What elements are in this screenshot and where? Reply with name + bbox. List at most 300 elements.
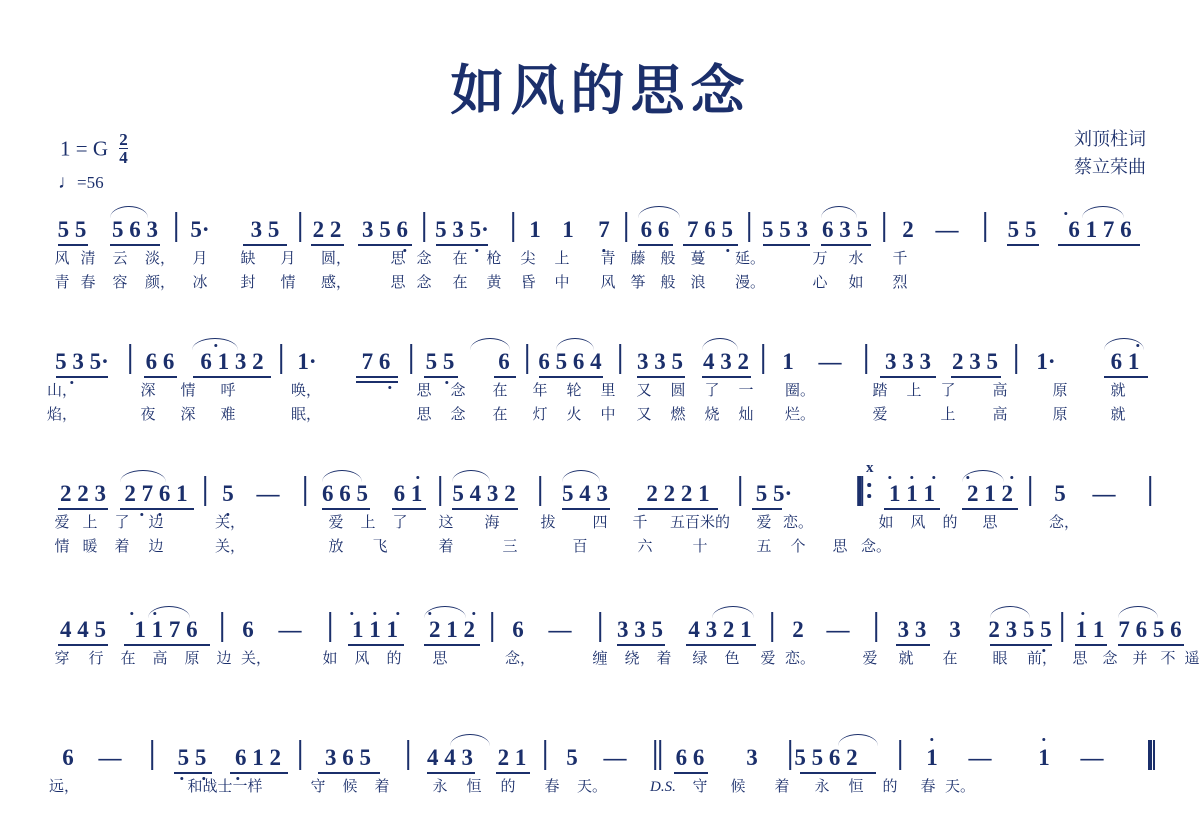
beam [763, 244, 810, 246]
beam [120, 508, 194, 510]
lyric: 边 [148, 537, 164, 555]
lyric: 藤 [630, 249, 646, 267]
lyric: 燃 [670, 405, 686, 423]
barline [883, 212, 885, 242]
lyric: 爱 [872, 405, 888, 423]
beam [193, 376, 271, 378]
music-system-4 [0, 608, 1201, 672]
music-system-5 [0, 736, 1201, 800]
lyric: 如 [848, 273, 864, 291]
beam [58, 508, 108, 510]
lyric: 恒 [466, 777, 482, 795]
time-signature [119, 131, 128, 166]
barline [491, 612, 493, 642]
final-barline [1148, 740, 1152, 770]
lyric: 着 [374, 777, 390, 795]
lyric: 的 [386, 649, 402, 667]
barline [407, 740, 409, 770]
lyric: 爱 [54, 513, 70, 531]
lyric: 如 [322, 649, 338, 667]
lyric: 月 [280, 249, 296, 267]
note: 2 2 3 [60, 481, 106, 506]
barline [304, 476, 306, 506]
lyric: 爱 [862, 649, 878, 667]
lyric: 轮 [566, 381, 582, 399]
lyric: 冰 [192, 273, 208, 291]
beam [452, 508, 518, 510]
barline [1029, 476, 1031, 506]
lyric: 年 [532, 381, 548, 399]
note: 3 [949, 617, 961, 642]
lyric: 恋。 [782, 513, 814, 531]
slur [702, 338, 738, 350]
slur [452, 470, 490, 482]
lyric: 火 [566, 405, 582, 423]
segno-mark: x [866, 460, 874, 476]
barline [299, 740, 301, 770]
lyric: 春 [544, 777, 560, 795]
note-hold: — [1080, 745, 1104, 770]
slur [110, 206, 148, 218]
beam [638, 508, 718, 510]
beam [702, 376, 751, 378]
lyric: 山， [46, 381, 78, 399]
beam [230, 772, 288, 774]
lyric: 思 [832, 537, 848, 555]
octave-dot [1042, 738, 1045, 741]
note: 2 2 2 1 [646, 481, 710, 506]
beam [990, 644, 1052, 646]
lyric: 前， [1026, 649, 1058, 667]
composer: 蔡立荣曲 [1074, 156, 1146, 177]
barline [789, 740, 791, 770]
lyric: 又 [636, 405, 652, 423]
lyric-row-2a [0, 380, 1201, 404]
slur [120, 470, 166, 482]
note: 6 [498, 349, 510, 374]
note-hold: — [548, 617, 572, 642]
lyric: 中 [600, 405, 616, 423]
note: 2 [792, 617, 804, 642]
note-hold: — [278, 617, 302, 642]
lyric: 黄 [486, 273, 502, 291]
lyric: 念 [1102, 649, 1118, 667]
lyric: 一 [738, 381, 754, 399]
beam [962, 508, 1018, 510]
beam [1118, 644, 1184, 646]
lyric: 浪 [690, 273, 706, 291]
barline [175, 212, 177, 242]
note: 3 3 5 [617, 617, 663, 642]
beam [562, 508, 610, 510]
lyric: 封 [240, 273, 256, 291]
lyric: 守 [310, 777, 326, 795]
lyric: 青 [600, 249, 616, 267]
beam [951, 376, 1001, 378]
lyric: 边 [216, 649, 232, 667]
note: 5 5· [755, 481, 793, 506]
note-hold: — [1092, 481, 1116, 506]
lyric: 情 [54, 537, 70, 555]
lyric: 关， [214, 537, 246, 555]
octave-dot [910, 476, 913, 479]
lyric-row-3a [0, 512, 1201, 536]
note: 7 6 5 [687, 217, 733, 242]
note-hold: — [256, 481, 280, 506]
lyric: 夜 [140, 405, 156, 423]
lyric: 关， [214, 513, 246, 531]
beam [686, 644, 756, 646]
lyric: 思 [1072, 649, 1088, 667]
beam [896, 644, 930, 646]
lyric: 心 [812, 273, 828, 291]
lyric: 着 [656, 649, 672, 667]
note: 6 [512, 617, 524, 642]
barline [439, 476, 441, 506]
lyric: 恒 [848, 777, 864, 795]
quarter-note-icon: ♩ [58, 172, 77, 193]
lyric: 上 [554, 249, 570, 267]
lyric: 思 [390, 273, 406, 291]
lyric: 就 [1110, 381, 1126, 399]
lyric: 中 [554, 273, 570, 291]
note: 5 [1054, 481, 1066, 506]
note: 6 1 7 6 [1068, 217, 1132, 242]
lyric: 高 [992, 405, 1008, 423]
lyric: 又 [636, 381, 652, 399]
octave-dot [373, 612, 376, 615]
lyric: 了 [704, 381, 720, 399]
lyric: 深 [140, 381, 156, 399]
lyric: 万 [812, 249, 828, 267]
barline [599, 612, 601, 642]
lyric: 百 [572, 537, 588, 555]
lyric: 高 [152, 649, 168, 667]
lyric: 风 [54, 249, 70, 267]
barline [771, 612, 773, 642]
lyric: 踏 [872, 381, 888, 399]
note: 3 [746, 745, 758, 770]
lyric: 着 [438, 537, 454, 555]
note: 7 6 [361, 349, 391, 374]
lyric: 候 [342, 777, 358, 795]
ds-mark: D.S. [650, 779, 676, 795]
note: 1· [1036, 349, 1056, 374]
beam [356, 376, 398, 378]
lyric: 原 [1052, 381, 1068, 399]
note: 3 3 [897, 617, 927, 642]
note-hold: — [968, 745, 992, 770]
slur [821, 206, 857, 218]
note: 5 5 [1007, 217, 1037, 242]
lyric: 候 [730, 777, 746, 795]
octave-dot [130, 612, 133, 615]
lyric: 里 [600, 381, 616, 399]
note: 5 5 [177, 745, 207, 770]
lyric: 念。 [860, 537, 892, 555]
lyric: 感， [320, 273, 352, 291]
lyric: 昏 [520, 273, 536, 291]
beam [348, 644, 404, 646]
beam [638, 244, 673, 246]
note: 1 [782, 349, 794, 374]
note: 3 6 5 [325, 745, 371, 770]
lyric: 天。 [944, 777, 976, 795]
tempo-marking [58, 172, 104, 194]
beam [1058, 244, 1140, 246]
lyric: 个 [790, 537, 806, 555]
barline [299, 212, 301, 242]
note: 1 1 1 [889, 481, 935, 506]
note: 4 4 5 [60, 617, 106, 642]
barline [899, 740, 901, 770]
time-signature-denominator: 4 [119, 148, 128, 167]
lyric: 风 [600, 273, 616, 291]
note: 6 5 6 4 [538, 349, 602, 374]
note: 5 3 5· [435, 217, 489, 242]
beam [424, 376, 458, 378]
note: 6 1 [393, 481, 423, 506]
lyric: 缠 [592, 649, 608, 667]
lyric: 飞 [372, 537, 388, 555]
notes-row-2 [0, 340, 1201, 380]
note: 4 3 2 1 [688, 617, 752, 642]
beam [1104, 376, 1148, 378]
note: 2 1 [497, 745, 527, 770]
lyric: 焰， [46, 405, 78, 423]
beam [56, 376, 108, 378]
lyric: 了 [392, 513, 408, 531]
lyricist: 刘顶柱词 [1074, 129, 1146, 149]
lyric: 的 [500, 777, 516, 795]
lyric: 呼 [220, 381, 236, 399]
octave-dot [396, 612, 399, 615]
repeat-barline-start [861, 476, 863, 506]
lyric: 唤， [290, 381, 322, 399]
lyric: 烂。 [784, 405, 816, 423]
lyric: 在 [452, 273, 468, 291]
time-signature-numerator: 2 [119, 130, 128, 149]
note: 3 5 6 [362, 217, 408, 242]
lyric: 念 [450, 405, 466, 423]
lyric: 春 [80, 273, 96, 291]
barline [739, 476, 741, 506]
lyric: 风 [354, 649, 370, 667]
lyric: 春 [920, 777, 936, 795]
barline [539, 476, 541, 506]
note: 3 3 5 [637, 349, 683, 374]
lyric: 三 [502, 537, 518, 555]
barline [544, 740, 546, 770]
lyric: 十 [692, 537, 708, 555]
beam [800, 772, 876, 774]
lyric: 风 [910, 513, 926, 531]
lyric: 在 [942, 649, 958, 667]
lyric: 爱 [760, 649, 776, 667]
lyric: 原 [1052, 405, 1068, 423]
beam [494, 376, 516, 378]
note: 1 [926, 745, 938, 770]
note-hold: — [818, 349, 842, 374]
note: 6 1 3 2 [200, 349, 264, 374]
lyric: 念 [450, 381, 466, 399]
slur [562, 470, 600, 482]
lyric: 般 [660, 273, 676, 291]
lyric: 眼 [992, 649, 1008, 667]
lyric: 和战士一样 [187, 777, 263, 795]
octave-dot [1064, 212, 1067, 215]
key-signature-text: 1 = G [60, 136, 109, 161]
note: 1 1 7 6 [134, 617, 198, 642]
lyric: 清 [80, 249, 96, 267]
note: 1 [1038, 745, 1050, 770]
lyric: 五 [756, 537, 772, 555]
lyric: 淡， [144, 249, 176, 267]
beam [821, 244, 871, 246]
lyric: 色 [724, 649, 740, 667]
lyric: 爱 [756, 513, 772, 531]
lyric: 筝 [630, 273, 646, 291]
lyric: 在 [492, 405, 508, 423]
beam [496, 772, 530, 774]
note: 2 3 5 [952, 349, 998, 374]
lyric: 眠， [290, 405, 322, 423]
lyric: 遥 [1184, 649, 1200, 667]
note: 7 [598, 217, 610, 242]
beam [58, 244, 88, 246]
barline [221, 612, 223, 642]
beam [174, 772, 212, 774]
note: 2 7 6 1 [124, 481, 188, 506]
notes-row-5 [0, 736, 1201, 776]
lyric: 的 [882, 777, 898, 795]
lyric: 永 [432, 777, 448, 795]
note: 4 3 2 [703, 349, 749, 374]
note: 1 1 [1075, 617, 1105, 642]
lyric: 关， [240, 649, 272, 667]
note: 6 [62, 745, 74, 770]
barline [280, 344, 282, 374]
lyric: 六 [637, 537, 653, 555]
credits [1074, 126, 1146, 182]
slur [1082, 206, 1124, 218]
lyric: 高 [992, 381, 1008, 399]
note: 5 6 3 [112, 217, 158, 242]
note: 4 4 3 [427, 745, 473, 770]
lyric: 边 [148, 513, 164, 531]
lyric: 绕 [624, 649, 640, 667]
notes-row-3 [0, 460, 1201, 512]
beam [752, 508, 782, 510]
beam [311, 244, 344, 246]
lyric-row-1b [0, 272, 1201, 296]
lyric: 情 [280, 273, 296, 291]
music-system-2 [0, 340, 1201, 428]
note: 6 6 5 [322, 481, 368, 506]
beam [880, 376, 936, 378]
note: 5 5 6 2 [794, 745, 858, 770]
lyric: 这 [438, 513, 454, 531]
lyric: 念 [416, 249, 432, 267]
beam [322, 508, 370, 510]
lyric: 不 [1160, 649, 1176, 667]
lyric: 思 [416, 381, 432, 399]
beam [637, 376, 685, 378]
note: 2 1 2 [967, 481, 1013, 506]
beam [683, 244, 738, 246]
note: 6 [242, 617, 254, 642]
lyric: 在 [120, 649, 136, 667]
beam [539, 376, 603, 378]
music-system-1 [0, 208, 1201, 296]
barline [1149, 476, 1151, 506]
note: 6 6 [145, 349, 175, 374]
barline [204, 476, 206, 506]
octave-dot [1010, 476, 1013, 479]
note: 5· [190, 217, 210, 242]
beam [392, 508, 426, 510]
lyric: 难 [220, 405, 236, 423]
beam [1075, 644, 1107, 646]
notes-row-1 [0, 208, 1201, 248]
lyric: 在 [452, 249, 468, 267]
beam [1007, 244, 1039, 246]
lyric: 行 [88, 649, 104, 667]
lyric: 青 [54, 273, 70, 291]
lyric: 烈 [892, 273, 908, 291]
note: 3 3 3 [885, 349, 931, 374]
double-barline [654, 740, 656, 770]
lyric: 拔 [540, 513, 556, 531]
lyric: 缺 [240, 249, 256, 267]
note: 2 [902, 217, 914, 242]
lyric: 念， [504, 649, 536, 667]
lyric: 千 [892, 249, 908, 267]
lyric: 穿 [54, 649, 70, 667]
note: 7 6 5 6 [1118, 617, 1182, 642]
note: 1 [529, 217, 541, 242]
note: 5 5 [425, 349, 455, 374]
page-title: 如风的思念 [450, 59, 751, 122]
octave-dot [1081, 612, 1084, 615]
note: 5 4 3 2 [452, 481, 516, 506]
notes-row-4 [0, 608, 1201, 648]
lyric: 就 [898, 649, 914, 667]
beam [424, 644, 480, 646]
beam [427, 772, 475, 774]
lyric: 恋。 [784, 649, 816, 667]
lyric: 天。 [576, 777, 608, 795]
lyric: 上 [940, 405, 956, 423]
lyric: 念， [1048, 513, 1080, 531]
lyric-row-1a [0, 248, 1201, 272]
lyric: 般 [660, 249, 676, 267]
lyric: 水 [848, 249, 864, 267]
note: 2 1 2 [429, 617, 475, 642]
lyric: 着 [774, 777, 790, 795]
lyric: 深 [180, 405, 196, 423]
note: 1 [562, 217, 574, 242]
barline [619, 344, 621, 374]
lyric-row-5a [0, 776, 1201, 800]
note-hold: — [826, 617, 850, 642]
barline [1061, 612, 1063, 642]
note: 5 [222, 481, 234, 506]
barline [512, 212, 514, 242]
lyric: 思 [982, 513, 998, 531]
lyric: 绿 [692, 649, 708, 667]
slur [1118, 606, 1158, 618]
